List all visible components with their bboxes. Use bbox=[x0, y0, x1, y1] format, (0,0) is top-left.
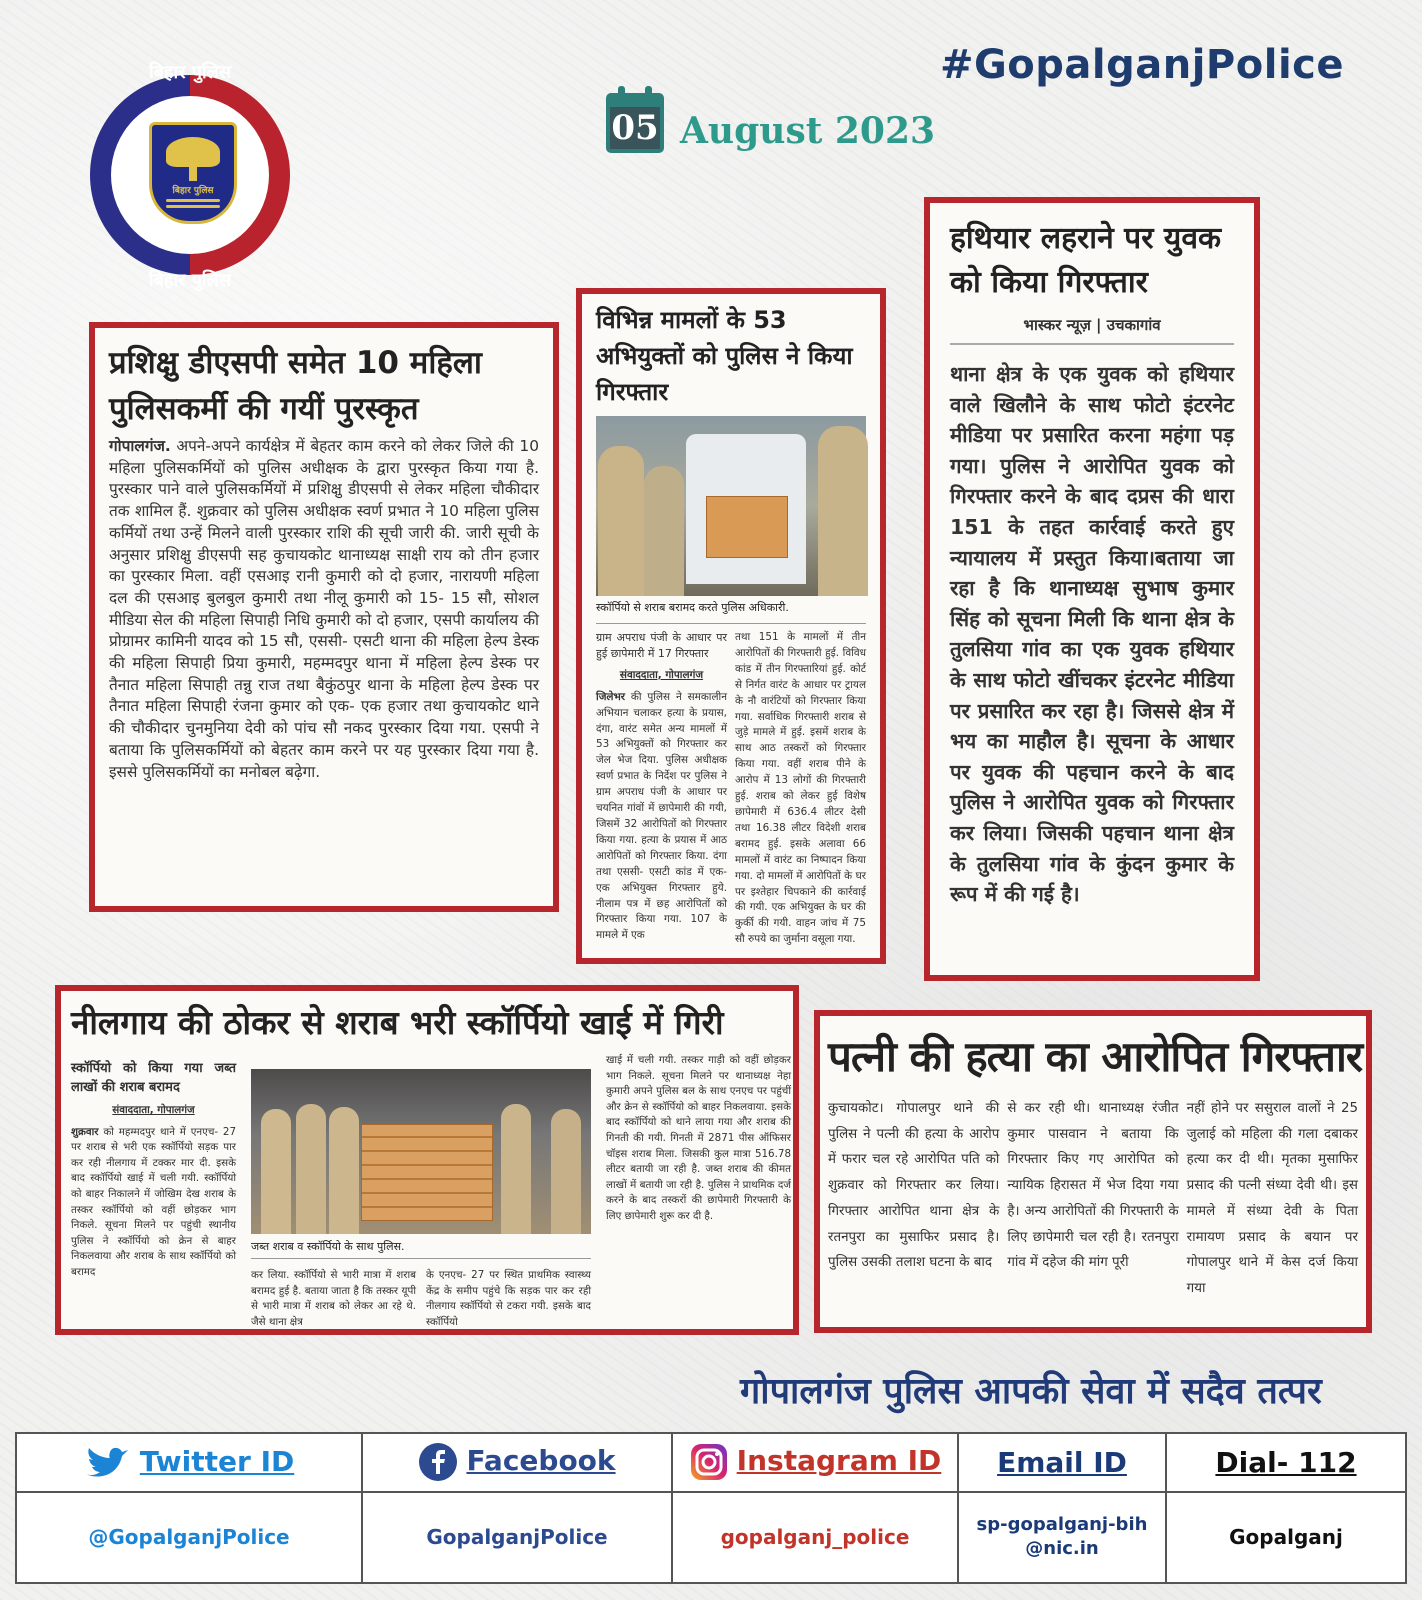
logo-shield-text: बिहार पुलिस bbox=[172, 186, 214, 196]
news-clipping-nilgai-scorpio: नीलगाय की ठोकर से शराब भरी स्कॉर्पियो खाई में गिरी स्कॉर्पियो को किया गया जब्त लाखों की शराब बरामद संवाददाता, गोपालगंज शुक्रवार को महम्मदपुर थाने में एनएच- 27 पर शराब से भरी एक स्कॉर्पियो सड़क पार कर रही नीलगाय में टक्कर मार दी. इसके बाद स्कॉर्पियो खाई में चली गयी. स्कॉर्पियो को बाहर निकालने में जोखिम देख शराब के तस्कर स्कॉर्पियो को वहीं छोड़कर भाग निकले. सूचना मिलने पर पहुंची स्थानीय पुलिस ने स्कॉर्पियो को क्रेन से बाहर निकलवाया और शराब के साथ स्कॉर्पियो को बरामद जब्त शराब व स्कॉर्पियो के साथ पुलिस. कर लिया. स्कॉर्पियो से भारी मात्रा में शराब बरामद हुई है. बताया जाता है कि तस्कर यूपी से भारी मात्रा में शराब को लेकर आ रहे थे. जैसे थाना क्षेत्र के एनएच- 27 पर स्थित प्राथमिक स्वास्थ्य केंद्र के समीप पहुंचे कि सड़क पार कर रही नीलगाय स्कॉर्पियो से टकरा गयी. इसके बाद स्कॉर्पियो खाई में चली गयी. तस्कर गाड़ी को वहीं छोड़कर भाग निकले. सूचना मिलने पर थानाध्यक्ष नेहा कुमारी अपने पुलिस बल के साथ एनएच पर पहुंचीं और क्रेन से स्कॉर्पियो को बाहर निकलवाया. इसके बाद स्कॉर्पियो को थाने लाया गया और शराब की गिनती की गयी. गिनती में 2871 पीस ऑफिसर चॉइस शराब मिला. जिसकी कुल मात्रा 516.78 लीटर बतायी जा रही है. जब्त शराब की कीमत लाखों में बतायी जा रही है. पुलिस ने प्राथमिक दर्ज करने के बाद तस्करों की छापेमारी गिरफ्तारी के लिए छापेमारी शुरू कर दी है. bbox=[55, 985, 799, 1335]
photo-caption: स्कॉर्पियो से शराब बरामद करते पुलिस अधिकारी. bbox=[596, 600, 866, 624]
clipping-headline: नीलगाय की ठोकर से शराब भरी स्कॉर्पियो खाई में गिरी bbox=[71, 1003, 724, 1042]
clipping-dateline: गोपालगंज. bbox=[109, 437, 171, 455]
calendar-icon bbox=[606, 93, 664, 153]
facebook-handle[interactable]: GopalganjPolice bbox=[362, 1492, 672, 1583]
clipping-headline: हथियार लहराने पर युवक को किया गिरफ्तार bbox=[950, 221, 1222, 300]
dial-header: Dial- 112 bbox=[1166, 1433, 1406, 1492]
facebook-icon bbox=[418, 1442, 458, 1482]
clipping-body-col2: कर लिया. स्कॉर्पियो से भारी मात्रा में शराब बरामद हुई है. बताया जाता है कि तस्कर यूपी से भारी मात्रा में शराब को लेकर आ रहे थे. जैसे थाना क्षेत्र bbox=[251, 1269, 416, 1328]
clipping-body-col3: नहीं होने पर ससुराल वालों ने 25 जुलाई को महिला की गला दबाकर हत्या कर दी थी। मृतका मुसाफिर प्रसाद की पत्नी संध्या देवी थी। इस मामले में संध्या देवी के पिता रामायण प्रसाद के बयान पर गोपालपुर थाने में केस दर्ज किया गया bbox=[1186, 1101, 1358, 1296]
hashtag: #GopalganjPolice bbox=[939, 42, 1344, 88]
clipping-subhead: स्कॉर्पियो को किया गया जब्त लाखों की शराब बरामद bbox=[71, 1061, 236, 1095]
clipping-dateline: जिलेभर bbox=[596, 690, 625, 703]
facebook-header: Facebook bbox=[362, 1433, 672, 1492]
clipping-body-col1: कुचायकोट। गोपालपुर थाने की पुलिस ने पत्नी की हत्या के आरोप में फरार चल रहे आरोपित पति को शुक्रवार को गिरफ्तार कर लिया। गिरफ्तार आरोपित थाना क्षेत्र के रतनपुरा का मुसाफिर प्रसाद है। पुलिस उसकी तलाश घटना के बाद bbox=[828, 1101, 1000, 1271]
clipping-body-col2: तथा 151 के मामलों में तीन आरोपितों की गिरफ्तारी हुई. विविध कांड में तीन गिरफ्तारियां हुई. कोर्ट से निर्गत वारंट के आधार पर ट्रायल के नौ वारंटियों को गिरफ्तार किया गया. सर्वाधिक गिरफ्तारी शराब से जुड़े मामले में हुई. इसमें शराब के साथ आठ तस्करों को गिरफ्तार किया गया. वहीं शराब पीने के आरोप में 13 लोगों की गिरफ्तारी हुई. शराब को लेकर हुई विशेष छापेमारी में 636.4 लीटर देसी तथा 16.38 लीटर विदेशी शराब बरामद हुई. इसके अलावा 66 मामलों में वारंट का निष्पादन किया गया. दो मामलों में आरोपितों के घर पर इश्तेहार चिपकाने की कार्रवाई की गयी. एक अभियुक्त के घर की कुर्की की गयी. वाहन जांच में 75 सौ रुपये का जुर्माना वसूला गया. bbox=[735, 631, 866, 946]
news-clipping-awards bbox=[89, 322, 559, 912]
clipping-body-col4: खाई में चली गयी. तस्कर गाड़ी को वहीं छोड़कर भाग निकले. सूचना मिलने पर थानाध्यक्ष नेहा कुमारी अपने पुलिस बल के साथ एनएच पर पहुंचीं और क्रेन से स्कॉर्पियो को बाहर निकलवाया. इसके बाद स्कॉर्पियो को थाने लाया गया और शराब की गिनती की गयी. गिनती में 2871 पीस ऑफिसर चॉइस शराब मिला. जिसकी कुल मात्रा 516.78 लीटर बतायी जा रही है. जब्त शराब की कीमत लाखों में बतायी जा रही है. पुलिस ने प्राथमिक दर्ज करने के बाद तस्करों की छापेमारी गिरफ्तारी के लिए छापेमारी शुरू कर दी है. bbox=[606, 1054, 791, 1222]
twitter-bird-icon bbox=[84, 1446, 132, 1480]
clipping-headline: पत्नी की हत्या का आरोपित गिरफ्तार bbox=[828, 1032, 1363, 1081]
clipping-body: गोपालगंज. अपने-अपने कार्यक्षेत्र में बेहतर काम करने को लेकर जिले की 10 महिला पुलिसकर्मियों को पुलिस अधीक्षक के द्वारा पुरस्कृत किया गया है. पुरस्कार पाने वाले पुलिसकर्मियों में प्रशिक्षु डीएसपी से लेकर महिला चौकीदार तक शामिल हैं. शुक्रवार को पुलिस अधीक्षक स्वर्ण प्रभात ने 10 महिला पुलिस कर्मियों तथा उन्हें मिलने वाली पुरस्कार राशि की सूची जारी की. जारी सूची के अनुसार प्रशिक्षु डीएसपी सह कुचायकोट थानाध्यक्ष साक्षी राय को तीन हजार का पुरस्कार मिला. वहीं एसआइ रानी कुमारी को दो हजार, नारायणी महिला दल की एसआइ बुलबुल कुमारी तथा नीलू कुमारी को 15- 15 सौ, सोशल मीडिया सेल की महिला सिपाही निधि कुमारी को दो हजार, एसपी कार्यालय की प्रोग्रामर कामिनी यादव को 15 सौ, एससी- एसटी थाना की महिला हेल्प डेस्क की महिला सिपाही प्रिया कुमारी, महम्मदपुर थाना में महिला हेल्प डेस्क पर तैनात महिला सिपाही तन्नु राज तथा बैकुंठपुर थाना के महिला हेल्प डेस्क पर तैनात महिला सिपाही रंजना कुमार को एक- एक हजार तथा कुचायकोट थाने की चौकीदार चुनमुनिया देवी को पांच सौ नकद पुरस्कार दिया गया. एसपी ने बताया कि पुलिसकर्मियों को बेहतर काम करने पर यह पुरस्कार दिया गया है. इससे पुलिसकर्मियों का मनोबल बढ़ेगा. bbox=[109, 437, 539, 781]
bihar-police-logo bbox=[90, 62, 290, 291]
clipping-headline: प्रशिक्षु डीएसपी समेत 10 महिला पुलिसकर्मी की गयीं पुरस्कृत bbox=[109, 345, 482, 427]
clipping-photo bbox=[251, 1069, 591, 1234]
logo-text-top: बिहार पुलिस bbox=[148, 62, 232, 83]
tree-icon bbox=[166, 137, 220, 167]
date-month-year: August 2023 bbox=[680, 110, 936, 152]
photo-caption: जब्त शराब व स्कॉर्पियो के साथ पुलिस. bbox=[251, 1239, 591, 1259]
contact-table bbox=[15, 1432, 1407, 1584]
instagram-header: Instagram ID bbox=[672, 1433, 958, 1492]
twitter-header: Twitter ID bbox=[16, 1433, 362, 1492]
date-day: 05 bbox=[611, 108, 659, 148]
clipping-subhead: ग्राम अपराध पंजी के आधार पर हुई छापेमारी में 17 गिरफ्तार bbox=[596, 631, 727, 660]
news-clipping-wife-murder bbox=[814, 1010, 1372, 1333]
news-clipping-53-arrests: विभिन्न मामलों के 53 अभियुक्तों को पुलिस ने किया गिरफ्तार स्कॉर्पियो से शराब बरामद करते पुलिस अधिकारी. ग्राम अपराध पंजी के आधार पर हुई छापेमारी में 17 गिरफ्तार संवाददाता, गोपालगंज जिलेभर की पुलिस ने समकालीन अभियान चलाकर हत्या के प्रयास, दंगा, वारंट समेत अन्य मामलों में 53 अभियुक्तों को गिरफ्तार कर जेल भेज दिया. पुलिस अधीक्षक स्वर्ण प्रभात के निर्देश पर पुलिस ने ग्राम अपराध पंजी के आधार पर चयनित गांवों में छापेमारी की गयी, जिसमें 32 आरोपितों को गिरफ्तार किया गया. हत्या के प्रयास में आठ आरोपितों को गिरफ्तार किया. दंगा तथा एससी- एसटी कांड में एक-एक अभियुक्त गिरफ्तार हुये. नीलाम पत्र में छह आरोपितों को गिरफ्तार किया गया. 107 के मामले में एक तथा 151 के मामलों में तीन आरोपितों की गिरफ्तारी हुई. विविध कांड में तीन गिरफ्तारियां हुई. कोर्ट से निर्गत वारंट के आधार पर ट्रायल के नौ वारंटियों को गिरफ्तार किया गया. सर्वाधिक गिरफ्तारी शराब से जुड़े मामले में हुई. इसमें शराब के साथ आठ तस्करों को गिरफ्तार किया गया. वहीं शराब पीने के आरोप में 13 लोगों की गिरफ्तारी हुई. शराब को लेकर हुई विशेष छापेमारी में 636.4 लीटर देसी तथा 16.38 लीटर विदेशी शराब बरामद हुई. इसके अलावा 66 मामलों में वारंट का निष्पादन किया गया. दो मामलों में आरोपितों के घर पर इश्तेहार चिपकाने की कार्रवाई की गयी. एक अभियुक्त के घर की कुर्की की गयी. वाहन जांच में 75 सौ रुपये का जुर्माना वसूला गया. bbox=[576, 288, 886, 964]
tagline: गोपालगंज पुलिस आपकी सेवा में सदैव तत्पर bbox=[740, 1371, 1322, 1412]
instagram-handle[interactable]: gopalganj_police bbox=[672, 1492, 958, 1583]
clipping-photo bbox=[596, 416, 866, 596]
instagram-icon bbox=[689, 1442, 729, 1482]
clipping-headline: विभिन्न मामलों के 53 अभियुक्तों को पुलिस ने किया गिरफ्तार bbox=[596, 306, 853, 406]
shield-icon bbox=[149, 122, 237, 224]
email-header: Email ID bbox=[958, 1433, 1166, 1492]
clipping-body-col2: से कर रही थी। थानाध्यक्ष रंजीत कुमार पासवान ने बताया कि गिरफ्तार किए गए आरोपित को न्यायिक हिरासत में भेज दिया गया है। अन्य आरोपितों की गिरफ्तारी के लिए छापेमारी चल रही है। रतनपुरा गांव में दहेज की मांग पूरी bbox=[1007, 1101, 1179, 1271]
news-clipping-weapon-arrest bbox=[924, 197, 1260, 981]
clipping-body: थाना क्षेत्र के एक युवक को हथियार वाले खिलौने के साथ फोटो इंटरनेट मीडिया पर प्रसारित करना महंगा पड़ गया। पुलिस ने आरोपित युवक को गिरफ्तार करने के बाद दप्रस की धारा 151 के तहत कार्रवाई करते हुए न्यायालय में प्रस्तुत किया।बताया जा रहा है कि थानाध्यक्ष सुभाष कुमार सिंह को सूचना मिली कि थाना क्षेत्र के तुलसिया गांव का एक युवक हथियार के साथ फोटो खींचकर इंटरनेट मीडिया पर प्रसारित कर रहा है। जिससे क्षेत्र में भय का माहौल है। सूचना के आधार पर युवक की पहचान करने के बाद पुलिस ने आरोपित युवक को गिरफ्तार कर लिया। जिसकी पहचान थाना क्षेत्र के तुलसिया गांव के कुंदन कुमार के रूप में की गई है। bbox=[950, 362, 1234, 907]
clipping-dateline: शुक्रवार bbox=[71, 1125, 99, 1138]
clipping-body-col3: के एनएच- 27 पर स्थित प्राथमिक स्वास्थ्य केंद्र के समीप पहुंचे कि सड़क पार कर रही नीलगाय स्कॉर्पियो से टकरा गयी. इसके बाद स्कॉर्पियो bbox=[426, 1269, 591, 1328]
clipping-byline: संवाददाता, गोपालगंज bbox=[112, 1104, 195, 1116]
logo-text-bottom: बिहार पुलिस bbox=[148, 270, 232, 291]
twitter-handle[interactable]: @GopalganjPolice bbox=[16, 1492, 362, 1583]
clipping-byline: भास्कर न्यूज़ | उचकागांव bbox=[950, 315, 1234, 345]
dial-location: Gopalganj bbox=[1166, 1492, 1406, 1583]
clipping-byline: संवाददाता, गोपालगंज bbox=[619, 668, 704, 681]
email-address[interactable]: sp-gopalganj-bih@nic.in bbox=[958, 1492, 1166, 1583]
